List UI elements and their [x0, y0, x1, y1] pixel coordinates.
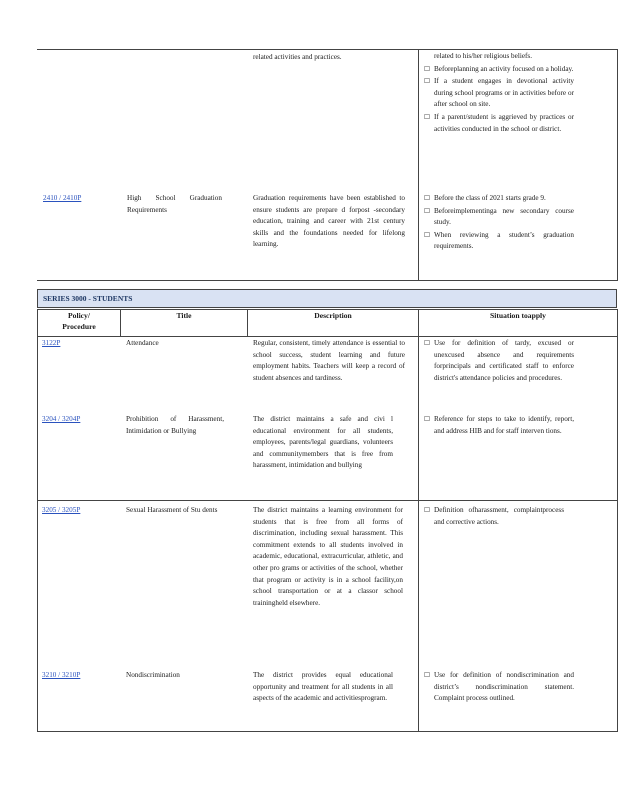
row-situation-hib [424, 414, 574, 438]
policy-link-3122[interactable]: 3122P [42, 339, 61, 347]
col-header-policy: Policy/ Procedure [62, 311, 96, 331]
top-row1-title: High School Graduation Requirements [127, 194, 222, 214]
top-table-border-top [37, 49, 618, 50]
situation-item: related to his/her religious beliefs. [434, 52, 532, 60]
top-row0-description: related activities and practices. [253, 53, 342, 61]
top-row0-situation [424, 51, 574, 136]
row-title-sexual-harassment: Sexual Harassment of Stu dents [126, 506, 218, 514]
situation-item: ☐ If a parent/student is aggrieved by practices or activities conducted in the school or district. [424, 112, 574, 135]
situation-item: ☐ If a student engages in devotional activity during school programs or in activities before or after school on site. [424, 76, 574, 111]
row-situation-sexual-harassment [424, 505, 564, 529]
row-title-hib: Prohibition of Harassment, Intimidation or Bullying [126, 415, 224, 435]
policy-link-3204[interactable]: 3204 / 3204P [42, 415, 81, 423]
col-header-situation: Situation toapply [490, 311, 546, 320]
row-situation-attendance [424, 338, 574, 385]
row-title-nondiscrimination: Nondiscrimination [126, 671, 180, 679]
col-header-description: Description [314, 311, 352, 320]
checkbox-bullet-icon: ☐ [424, 671, 430, 679]
checkbox-bullet-icon: ☐ [424, 415, 430, 423]
situation-item: ☐ Use for definition of tardy, excused or unexcused absence and requirements forprincipals and certificated staff to enforce district's attendance policies and procedures. [424, 338, 574, 384]
top-table-divider [418, 49, 419, 280]
row-title-attendance: Attendance [126, 339, 159, 347]
header-row-bottom [37, 336, 618, 337]
checkbox-bullet-icon: ☐ [424, 206, 430, 215]
situation-item: ☐ Reference for steps to take to identify, report, and address HIB and for staff interven tions. [424, 414, 574, 437]
situation-item: ☐ Definition ofharassment, complaintprocess and corrective actions. [424, 505, 564, 528]
policy-link-3210[interactable]: 3210 / 3210P [42, 671, 81, 679]
checkbox-bullet-icon: ☐ [424, 77, 430, 86]
checkbox-bullet-icon: ☐ [424, 194, 430, 202]
situation-item: ☐ Use for definition of nondiscrimination and district’s nondiscrimination statement. Complaint process outlined. [424, 670, 574, 705]
table-left-edge [37, 309, 38, 732]
row-description-hib: The district maintains a safe and civi l educational environment for all students, employees, parents/legal guardians, volunteers and communitymembers that is free from harassment, intimidation and bullying [253, 415, 393, 470]
checkbox-bullet-icon: ☐ [424, 230, 430, 239]
top-row1-description: Graduation requirements have been established to ensure students are prepare d forpost -secondary education, training and career with 21st century skills and the foundations needed for lifelong learning. [253, 194, 405, 249]
series-header [37, 289, 617, 308]
col-divider-3 [418, 309, 419, 732]
checkbox-bullet-icon: ☐ [424, 64, 430, 73]
top-row1-situation [424, 193, 574, 254]
situation-item: ☐ Before the class of 2021 starts grade 9. [424, 193, 574, 205]
col-header-title: Title [176, 311, 192, 320]
situation-item: ☐ Beforeimplementinga new secondary course study. [424, 206, 574, 229]
policy-link-3205[interactable]: 3205 / 3205P [42, 506, 81, 514]
situation-item: ☐ Beforeplanning an activity focused on a holiday. [424, 64, 574, 76]
checkbox-bullet-icon: ☐ [424, 506, 430, 514]
top-table-border-bottom [37, 280, 618, 281]
row-description-attendance: Regular, consistent, timely attendance is essential to school success, student learning and future employment habits. Teachers will keep a record of student absences and tardiness. [253, 339, 405, 382]
checkbox-bullet-icon: ☐ [424, 112, 430, 121]
row-description-sexual-harassment: The district maintains a learning environment for students that is free from all forms of discrimination, including sexual harassment. This commitment extends to all students involved in academic, educational, extracurricular, athletic, and other pro grams or activities of the school, whether that program or activity is in a school facility,on school transportation or at a classor school trainingheld elsewhere. [253, 506, 403, 607]
situation-item: ☐ When reviewing a student’s graduation requirements. [424, 230, 574, 253]
checkbox-bullet-icon: ☐ [424, 339, 430, 347]
table-bottom [37, 731, 618, 732]
row-situation-nondiscrimination [424, 670, 574, 706]
row-description-nondiscrimination: The district provides equal educational opportunity and treatment for all students in all aspects of the academic and activitiesprogram. [253, 671, 393, 703]
row-divider-1 [37, 500, 618, 501]
policy-link-2410[interactable]: 2410 / 2410P [43, 194, 82, 202]
series-title: SERIES 3000 - STUDENTS [43, 294, 133, 303]
